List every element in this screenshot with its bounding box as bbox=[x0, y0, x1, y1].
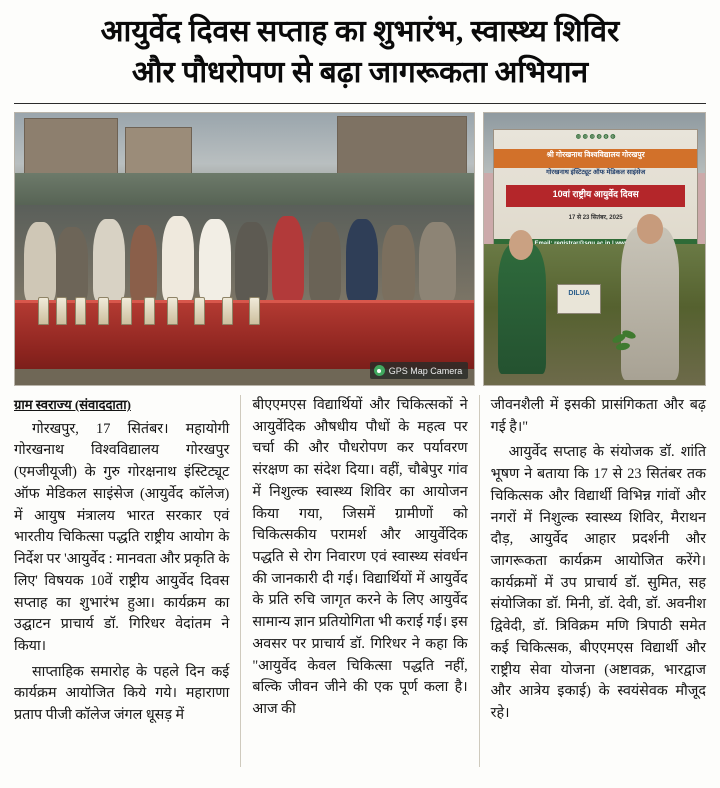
health-camp-photo bbox=[14, 112, 475, 386]
gps-badge-label: GPS Map Camera bbox=[388, 365, 463, 376]
attendee bbox=[309, 222, 341, 304]
sapling bbox=[612, 329, 638, 363]
page-title bbox=[14, 10, 706, 99]
article-column-3 bbox=[479, 395, 706, 767]
attendee bbox=[382, 225, 414, 304]
medicine-bottle bbox=[167, 297, 178, 325]
medicine-bottle bbox=[194, 297, 205, 325]
participant-left-head bbox=[509, 230, 533, 260]
leaf bbox=[616, 342, 631, 351]
paragraph: जीवनशैली में इसकी प्रासंगिकता और बढ़ गई है।" bbox=[490, 397, 706, 435]
gps-map-camera-badge bbox=[370, 362, 469, 379]
tree-plantation-photo bbox=[483, 112, 706, 386]
participant-right-head bbox=[637, 214, 663, 244]
banner-institute-name: गोरखनाथ इंस्टिट्यूट ऑफ मेडिकल साइंसेज bbox=[546, 168, 646, 176]
attendee bbox=[56, 227, 88, 303]
byline: ग्राम स्वराज्य (संवाददाता) bbox=[14, 397, 131, 412]
paragraph: गोरखपुर, 17 सितंबर। महायोगी गोरखनाथ विश्वविद्यालय गोरखपुर (एमजीयूजी) के गुरु गोरक्षनाथ इंस्टिट्यूट ऑफ मेडिकल साइंसेज (आयुर्वेद कॉलेज) में आयुष मंत्रालय भारत सरकार एवं भारतीय चिकित्सा पद्धति राष्ट्रीय आयोग के निर्देश पर 'आयुर्वेद : मानवता और प्रकृति के लिए' विषयक 10वें राष्ट्रीय आयुर्वेद दिवस सप्ताह का शुभारंभ हुआ। कार्यक्रम का उद्घाटन प्राचार्य डॉ. गिरिधर वेदांतम ने किया। bbox=[14, 420, 230, 654]
participant-left bbox=[498, 244, 547, 375]
medicine-bottle bbox=[249, 297, 260, 325]
attendee bbox=[24, 222, 56, 304]
plant-label-sign: DILUA bbox=[557, 284, 601, 314]
headline-divider bbox=[14, 103, 706, 104]
medicine-bottle bbox=[98, 297, 109, 325]
doctor-white-coat bbox=[162, 216, 194, 303]
article-column-1 bbox=[14, 395, 229, 767]
headline-line-1: आयुर्वेद दिवस सप्ताह का शुभारंभ, स्वास्थ्य शिविर bbox=[100, 15, 620, 48]
location-pin-icon bbox=[374, 365, 385, 376]
article-body bbox=[14, 395, 706, 767]
attendee bbox=[419, 222, 456, 304]
medicine-bottle bbox=[56, 297, 67, 325]
medicine-bottle bbox=[121, 297, 132, 325]
paragraph: साप्ताहिक समारोह के पहले दिन कई कार्यक्रम आयोजित किये गये। महाराणा प्रताप पीजी कॉलेज जंगल धूसड़ में bbox=[14, 663, 230, 724]
attendee bbox=[235, 222, 267, 304]
banner-university-name: श्री गोरखनाथ विश्वविद्यालय गोरखपुर bbox=[494, 149, 697, 168]
doctor-white-coat bbox=[199, 219, 231, 303]
banner-event-date: 17 से 23 सितंबर, 2025 bbox=[568, 214, 623, 221]
medicine-bottle bbox=[144, 297, 155, 325]
medicine-bottle bbox=[38, 297, 49, 325]
medicine-bottle bbox=[222, 297, 233, 325]
medicine-bottle bbox=[75, 297, 86, 325]
photo-strip bbox=[14, 112, 706, 386]
banner-logos: ◍ ◍ ◍ ◍ ◍ ◍ bbox=[575, 133, 616, 140]
paragraph: आयुर्वेद सप्ताह के संयोजक डॉ. शांति भूषण ने बताया कि 17 से 23 सितंबर तक चिकित्सक और विद्यार्थी विभिन्न गांवों और नगरों में निशुल्क स्वास्थ्य शिविर, मैराथन दौड़, आयुर्वेद आहार प्रदर्शनी और जागरूकता कार्यक्रम आयोजित करेंगे। कार्यक्रमों में उप प्राचार्य डॉ. सुमित, सह संयोजिका डॉ. मिनी, डॉ. देवी, डॉ. अवनीश द्विवेदी, डॉ. त्रिविक्रम मणि त्रिपाठी समेत कई चिकित्सक, बीएएमएस विद्यार्थी और राष्ट्रीय सेवा योजना (अष्टावक्र, भारद्वाज और आत्रेय इकाई) के स्वयंसेवक मौजूद रहे। bbox=[490, 444, 706, 722]
paragraph: बीएएमएस विद्यार्थियों और चिकित्सकों ने आयुर्वेदिक औषधीय पौधों के महत्व पर चर्चा की और पौधरोपण कर पर्यावरण संरक्षण का संदेश दिया। वहीं, चौबेपुर गांव में निशुल्क स्वास्थ्य शिविर का आयोजन किया गया, जिसमें ग्रामीणों को चिकित्सकीय परामर्श और आयुर्वेदिक पद्धति से रोग निवारण एवं स्वास्थ्य संवर्धन की जानकारी दी गई। विद्यार्थियों में आयुर्वेद के प्रति रुचि जागृत करने के लिए आयुर्वेद सामान्य ज्ञान प्रतियोगिता भी कराई गई। इस अवसर पर प्राचार्य डॉ. गिरिधर ने कहा कि "आयुर्वेद केवल चिकित्सा पद्धति नहीं, बल्कि जीवन जीने की एक पूर्ण कला है। आज की bbox=[252, 397, 468, 718]
article-column-2 bbox=[240, 395, 467, 767]
headline-line-2: और पौधरोपण से बढ़ा जागरूकता अभियान bbox=[131, 55, 589, 89]
attendee bbox=[130, 225, 158, 304]
banner-event-title: 10वां राष्ट्रीय आयुर्वेद दिवस bbox=[506, 185, 685, 206]
attendee bbox=[93, 219, 125, 303]
attendee bbox=[272, 216, 304, 303]
attendee bbox=[346, 219, 378, 303]
